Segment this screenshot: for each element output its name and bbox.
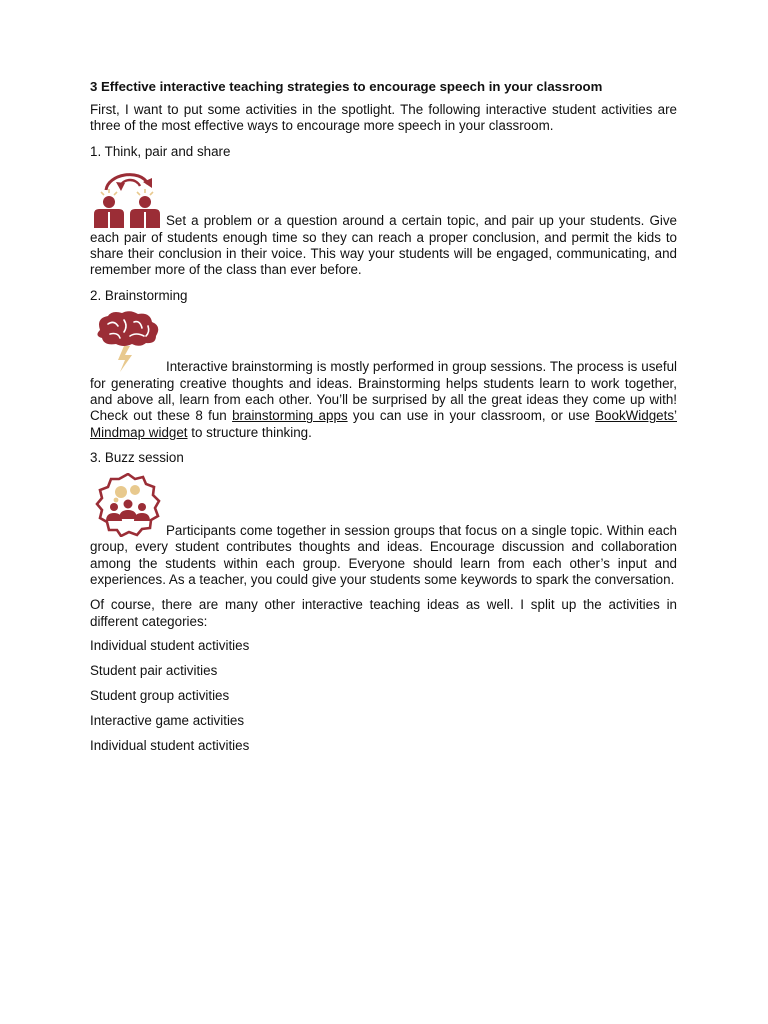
section-heading: 2. Brainstorming bbox=[90, 287, 188, 303]
intro-paragraph: First, I want to put some activities in the spotlight. The following interactive student activities are three of the most effective ways to encourage more speech in your classroom. bbox=[90, 102, 677, 134]
section-think-pair-share bbox=[90, 144, 677, 279]
mindmap-widget-link[interactable]: BookWidgets’ Mindmap widget bbox=[90, 408, 677, 440]
list-item: Interactive game activities bbox=[90, 713, 245, 729]
section-body bbox=[90, 359, 677, 441]
brainstorming-apps-link[interactable]: brainstorming apps bbox=[232, 408, 348, 424]
section-body: Set a problem or a question around a certain topic, and pair up your students. Give each pair of students enough time so they can reach a proper conclusion, and permit the kids to share their conclusion in their voice. This way your students will be engaged, communicating, and remember more of the class than ever before. bbox=[90, 213, 677, 278]
section-heading: 1. Think, pair and share bbox=[90, 143, 231, 159]
list-item: Student pair activities bbox=[90, 663, 218, 679]
list-item: Individual student activities bbox=[90, 738, 250, 754]
section-brainstorming bbox=[90, 288, 677, 441]
outro-paragraph: Of course, there are many other interactive teaching ideas as well. I split up the activities in different categories: bbox=[90, 597, 677, 629]
section-body: Participants come together in session groups that focus on a single topic. Within each group, every student contributes thoughts and ideas. Encourage discussion and collaboration among the students within each group. Everyone should learn from each other’s input and experiences. As a teacher, you could give your students some keywords to spark the conversation. bbox=[90, 522, 677, 587]
section-body-text: Interactive brainstorming is mostly performed in group sessions. The process is useful for generating creative thoughts and ideas. Brainstorming helps students learn to work together, and above all, learn from each other. You’ll be surprised by all the great ideas they come up with! Check out these 8 fun bbox=[90, 359, 677, 424]
section-body-text: to structure thinking. bbox=[187, 424, 312, 440]
section-buzz-session bbox=[90, 450, 677, 588]
list-item: Student group activities bbox=[90, 688, 230, 704]
section-body-text: you can use in your classroom, or use bbox=[347, 408, 596, 424]
section-heading: 3. Buzz session bbox=[90, 450, 184, 466]
list-item: Individual student activities bbox=[90, 638, 250, 654]
document-title: 3 Effective interactive teaching strategies to encourage speech in your classroom bbox=[90, 79, 603, 94]
category-list bbox=[90, 638, 677, 754]
